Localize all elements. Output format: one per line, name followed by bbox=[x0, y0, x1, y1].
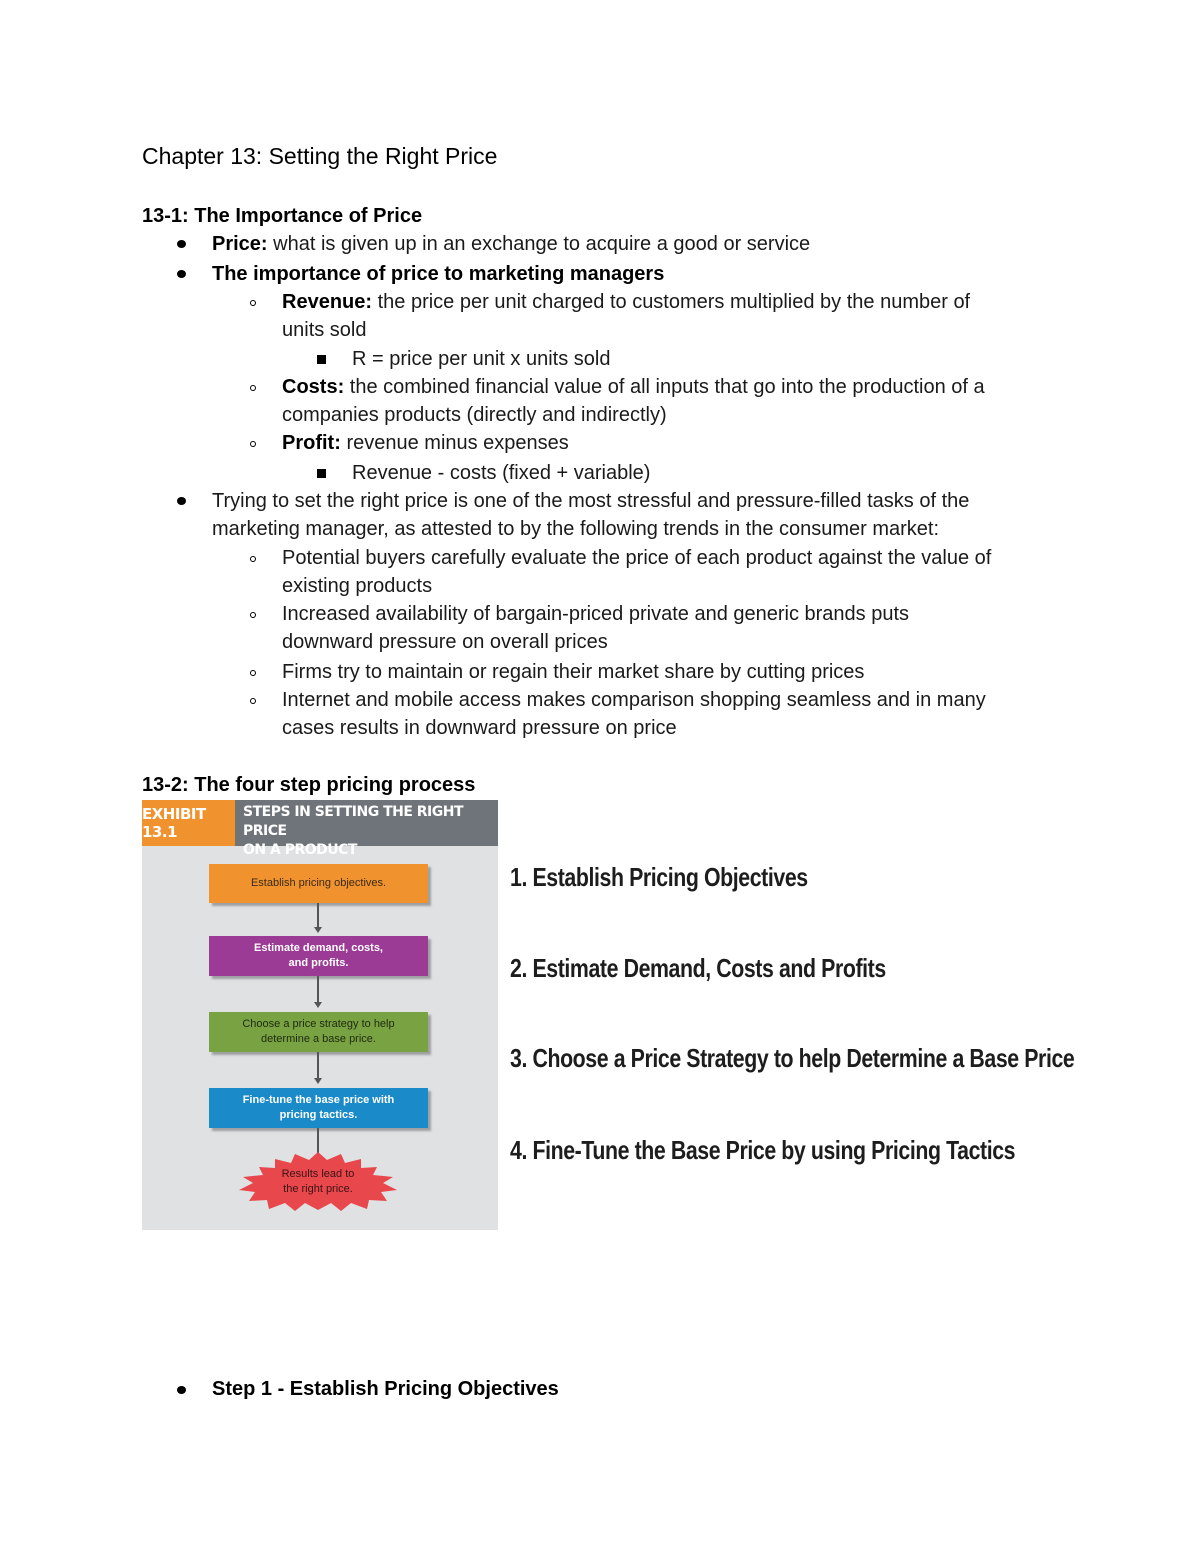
numbered-step-1: 1. Establish Pricing Objectives bbox=[510, 862, 808, 892]
term-price: Price: bbox=[212, 233, 268, 255]
exhibit-step-strategy bbox=[209, 1012, 428, 1052]
arrow-down-icon bbox=[314, 1078, 322, 1084]
exhibit-step-estimate bbox=[209, 936, 428, 976]
bullet-disc-icon bbox=[177, 270, 186, 278]
exhibit-step-2-line2: and profits. bbox=[288, 957, 349, 969]
connector-line bbox=[317, 903, 319, 927]
exhibit-title bbox=[235, 800, 498, 858]
connector-line bbox=[317, 1052, 319, 1078]
arrow-down-icon bbox=[314, 1002, 322, 1008]
bullet-circle-icon bbox=[250, 698, 256, 704]
term-profit: Profit: bbox=[282, 432, 341, 454]
connector-line bbox=[317, 976, 319, 1002]
list-item-costs-cont: companies products (directly and indirectly) bbox=[282, 404, 667, 426]
exhibit-step-4-line2: pricing tactics. bbox=[279, 1109, 358, 1121]
exhibit-step-1-text: Establish pricing objectives. bbox=[250, 877, 387, 889]
list-item-revenue-cont: units sold bbox=[282, 319, 367, 341]
list-item-stress-cont: marketing manager, as attested to by the following trends in the consumer market: bbox=[212, 518, 940, 540]
list-item-costs bbox=[282, 377, 985, 397]
chapter-title: Chapter 13: Setting the Right Price bbox=[142, 143, 498, 169]
numbered-step-4: 4. Fine-Tune the Base Price by using Pricing Tactics bbox=[510, 1135, 1016, 1165]
bullet-circle-icon bbox=[250, 670, 256, 676]
exhibit-title-line2: ON A PRODUCT bbox=[243, 842, 357, 858]
list-item-trend-brands: Increased availability of bargain-priced private and generic brands puts bbox=[282, 603, 910, 625]
list-item-trend-evaluate-cont: existing products bbox=[282, 575, 433, 597]
list-item-revenue bbox=[282, 292, 970, 312]
definition-revenue: the price per unit charged to customers multiplied by the number of bbox=[372, 291, 971, 313]
arrow-down-icon bbox=[314, 927, 322, 933]
numbered-step-2: 2. Estimate Demand, Costs and Profits bbox=[510, 953, 886, 983]
definition-costs: the combined financial value of all inputs that go into the production of a bbox=[344, 376, 985, 398]
definition-price: what is given up in an exchange to acquire a good or service bbox=[267, 233, 811, 255]
numbered-step-3: 3. Choose a Price Strategy to help Determine a Base Price bbox=[510, 1043, 1075, 1073]
bullet-circle-icon bbox=[250, 300, 256, 306]
exhibit-step-2-line1: Estimate demand, costs, bbox=[254, 942, 383, 954]
exhibit-step-establish bbox=[209, 864, 428, 903]
list-item-trend-market-share: Firms try to maintain or regain their market share by cutting prices bbox=[282, 661, 865, 683]
bullet-circle-icon bbox=[250, 441, 256, 447]
bullet-circle-icon bbox=[250, 556, 256, 562]
exhibit-step-3-line1: Choose a price strategy to help bbox=[242, 1018, 395, 1030]
bullet-disc-icon bbox=[177, 1386, 186, 1394]
bullet-disc-icon bbox=[177, 497, 186, 505]
list-item-profit bbox=[282, 433, 569, 453]
exhibit-label: EXHIBIT 13.1 bbox=[142, 800, 235, 846]
list-item-profit-formula: Revenue - costs (fixed + variable) bbox=[352, 462, 651, 484]
exhibit-result-line2: the right price. bbox=[283, 1183, 353, 1195]
list-item-trend-brands-cont: downward pressure on overall prices bbox=[282, 631, 608, 653]
exhibit-step-3-line2: determine a base price. bbox=[261, 1033, 376, 1045]
bullet-circle-icon bbox=[250, 612, 256, 618]
bullet-disc-icon bbox=[177, 240, 186, 248]
exhibit-step-fine-tune bbox=[209, 1088, 428, 1128]
exhibit-step-4-line1: Fine-tune the base price with bbox=[242, 1094, 395, 1106]
exhibit-title-line1: STEPS IN SETTING THE RIGHT PRICE bbox=[243, 804, 464, 839]
bullet-circle-icon bbox=[250, 385, 256, 391]
exhibit-result-line1: Results lead to bbox=[281, 1168, 355, 1180]
bullet-square-icon bbox=[317, 469, 326, 478]
list-item-stress: Trying to set the right price is one of the most stressful and pressure-filled tasks of the bbox=[212, 490, 970, 512]
list-item-step1: Step 1 - Establish Pricing Objectives bbox=[212, 1378, 559, 1400]
bullet-square-icon bbox=[317, 355, 326, 364]
exhibit-result-text bbox=[237, 1167, 399, 1197]
term-revenue: Revenue: bbox=[282, 291, 373, 313]
list-item-trend-evaluate: Potential buyers carefully evaluate the price of each product against the value of bbox=[282, 547, 992, 569]
section-heading-importance: 13-1: The Importance of Price bbox=[142, 205, 423, 227]
section-heading-pricing-process: 13-2: The four step pricing process bbox=[142, 774, 476, 796]
list-item-price bbox=[212, 234, 810, 254]
term-costs: Costs: bbox=[282, 376, 345, 398]
definition-profit: revenue minus expenses bbox=[340, 432, 569, 454]
list-item-importance: The importance of price to marketing managers bbox=[212, 263, 665, 285]
list-item-trend-internet-cont: cases results in downward pressure on price bbox=[282, 717, 677, 739]
exhibit-figure bbox=[142, 800, 498, 1230]
list-item-trend-internet: Internet and mobile access makes comparison shopping seamless and in many bbox=[282, 689, 986, 711]
list-item-revenue-formula: R = price per unit x units sold bbox=[352, 348, 611, 370]
